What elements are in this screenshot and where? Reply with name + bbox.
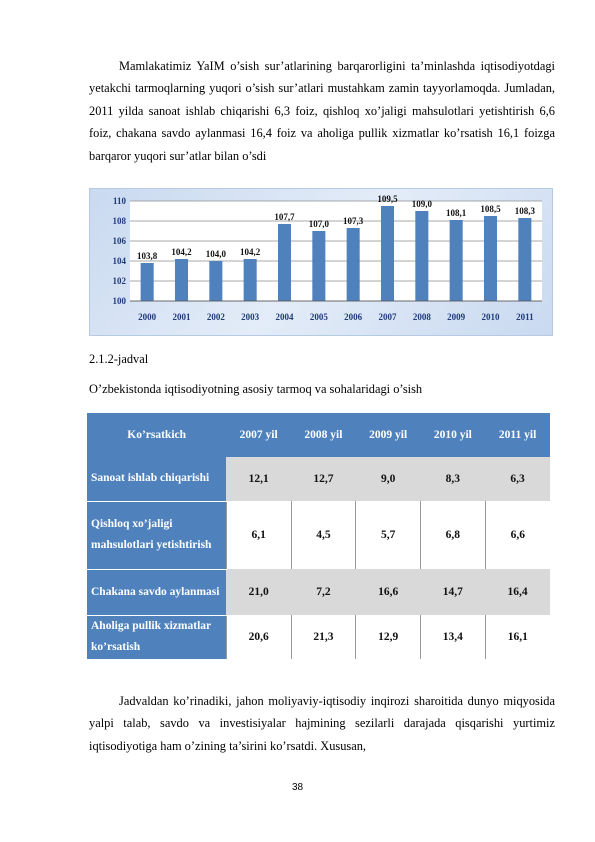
- y-tick-label: 100: [112, 296, 126, 306]
- y-tick-label: 104: [112, 256, 126, 266]
- x-tick-label: 2003: [241, 312, 260, 322]
- row-label: Qishloq xo’jaligi mahsulotlari yetishtirish: [87, 501, 226, 569]
- table-cell: 9,0: [356, 457, 421, 501]
- row-label: Chakana savdo aylanmasi: [87, 569, 226, 615]
- header-cell: 2008 yil: [291, 413, 356, 457]
- table-row: [87, 457, 550, 501]
- table-cell: 21,3: [291, 615, 356, 659]
- table-cell: 6,3: [485, 457, 550, 501]
- x-tick-label: 2010: [481, 312, 500, 322]
- data-label: 109,0: [411, 199, 432, 209]
- table-cell: 21,0: [226, 569, 291, 615]
- table-cell: 16,6: [356, 569, 421, 615]
- bar: [415, 211, 428, 301]
- table-cell: 5,7: [356, 501, 421, 569]
- bar: [278, 224, 291, 301]
- header-cell: 2010 yil: [421, 413, 486, 457]
- page-number: 38: [291, 782, 304, 793]
- row-label: Sanoat ishlab chiqarishi: [87, 457, 226, 501]
- x-tick-label: 2009: [447, 312, 466, 322]
- y-tick-label: 110: [112, 196, 126, 206]
- data-label: 107,0: [308, 219, 329, 229]
- table-cell: 12,9: [356, 615, 421, 659]
- chart-svg: [90, 189, 552, 335]
- table-caption-number: 2.1.2-jadval: [89, 352, 149, 366]
- bar: [244, 259, 257, 301]
- table-cell: 12,7: [291, 457, 356, 501]
- data-label: 107,3: [343, 216, 364, 226]
- bar: [484, 216, 497, 301]
- header-cell: [485, 413, 550, 457]
- y-tick-label: 108: [112, 216, 126, 226]
- bar: [312, 231, 325, 301]
- table-cell: 16,4: [485, 569, 550, 615]
- data-label: 108,5: [480, 204, 501, 214]
- bar: [450, 220, 463, 301]
- x-tick-label: 2002: [206, 312, 225, 322]
- paragraph-intro: Mamlakatimiz YaIM o’sish sur’atlarining barqarorligini ta’minlashda iqtisodiyotdagi yetakchi tarmoqlarning yuqori o’sish sur’atlari mustahkam zamin tayyorlamoqda. Jumladan, 2011 yilda sanoat ishlab chiqarishi 6,3 foiz, qishloq xo’jaligi mahsulotlari yetishtirish 6,6 foiz, chakana savdo aylanmasi 16,4 foiz va aholiga pullik xizmatlar ko’rsatish 16,1 foizga barqaror yuqori sur’atlar bilan o’sdi: [89, 59, 555, 163]
- table-row: [87, 615, 550, 659]
- data-label: 108,1: [446, 208, 467, 218]
- table-cell: 6,1: [226, 501, 291, 569]
- x-tick-label: 2007: [378, 312, 397, 322]
- data-label: 103,8: [137, 251, 158, 261]
- table-header-row: [87, 413, 550, 457]
- row-label: Aholiga pullik xizmatlar ko’rsatish: [87, 615, 226, 659]
- x-tick-label: 2008: [412, 312, 431, 322]
- table-cell: 6,8: [421, 501, 486, 569]
- x-tick-label: 2006: [344, 312, 363, 322]
- growth-table: [87, 413, 550, 660]
- data-label: 104,0: [205, 249, 226, 259]
- y-tick-label: 106: [112, 236, 126, 246]
- table-cell: 7,2: [291, 569, 356, 615]
- bar: [175, 259, 188, 301]
- bar: [141, 263, 154, 301]
- data-label: 107,7: [274, 212, 295, 222]
- x-tick-label: 2011: [516, 312, 534, 322]
- bar: [209, 261, 222, 301]
- table-row: [87, 501, 550, 569]
- table-cell: 12,1: [226, 457, 291, 501]
- bar: [347, 228, 360, 301]
- table-cell: 20,6: [226, 615, 291, 659]
- header-cell: 2009 yil: [356, 413, 421, 457]
- table-cell: 14,7: [421, 569, 486, 615]
- header-cell-2011: 2011 yil: [498, 429, 537, 441]
- header-cell: 2007 yil: [226, 413, 291, 457]
- x-tick-label: 2000: [138, 312, 157, 322]
- data-label: 104,2: [240, 247, 261, 257]
- table-row: [87, 569, 550, 615]
- table-cell: 6,6: [485, 501, 550, 569]
- paragraph-analysis: Jadvaldan ko’rinadiki, jahon moliyaviy-iqtisodiy inqirozi sharoitida dunyo miqyosida yalpi talab, savdo va investisiyalar hajmining sezilarli darajada qisqarishi yurtimiz iqtisodiyotiga ham o’zining ta’sirini ko’rsatdi. Xususan,: [89, 694, 555, 753]
- data-label: 109,5: [377, 194, 398, 204]
- bar: [381, 206, 394, 301]
- data-label: 108,3: [514, 206, 535, 216]
- x-tick-label: 2001: [172, 312, 191, 322]
- table-cell: 13,4: [421, 615, 486, 659]
- growth-bar-chart: [89, 188, 553, 336]
- y-tick-label: 102: [112, 276, 126, 286]
- table-cell: 4,5: [291, 501, 356, 569]
- table-caption-title: O’zbekistonda iqtisodiyotning asosiy tarmoq va sohalaridagi o’sish: [89, 382, 423, 396]
- data-label: 104,2: [171, 247, 192, 257]
- header-cell: Ko’rsatkich: [87, 413, 226, 457]
- plot-area: [130, 201, 542, 301]
- table-cell: 16,1: [485, 615, 550, 659]
- x-tick-label: 2004: [275, 312, 294, 322]
- bar: [518, 218, 531, 301]
- table-cell: 8,3: [421, 457, 486, 501]
- x-tick-label: 2005: [309, 312, 328, 322]
